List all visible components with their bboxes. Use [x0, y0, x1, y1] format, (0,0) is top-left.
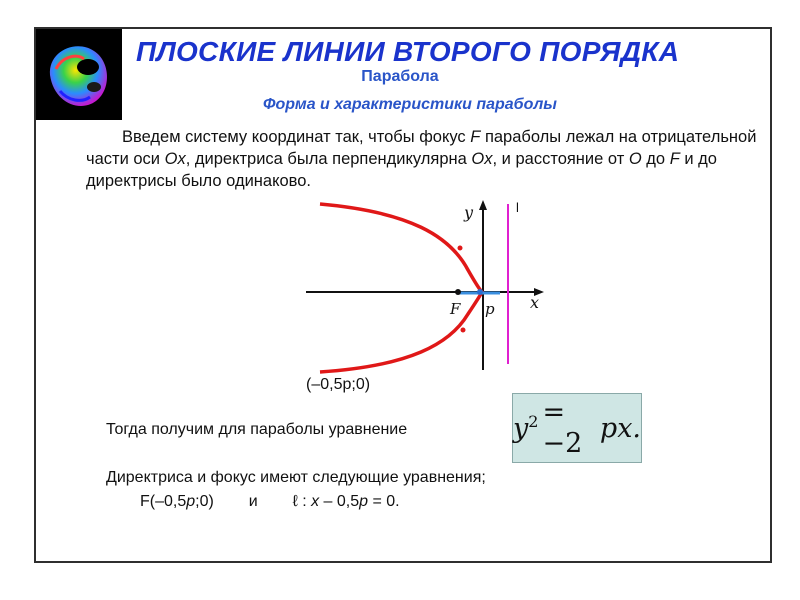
topic-heading: Форма и характеристики параболы [263, 96, 557, 113]
intro-axis-ox-2: Ox [471, 150, 493, 168]
label-p: p [485, 300, 495, 318]
intro-text-5: до [641, 150, 670, 168]
focus-formula [140, 493, 214, 510]
intro-paragraph [86, 126, 766, 192]
label-x: x [530, 293, 540, 312]
label-y: y [464, 203, 474, 222]
focus-directrix-formulas [140, 493, 400, 511]
intro-focus-F: F [470, 128, 481, 146]
colon: : [297, 493, 312, 510]
eq-px: px. [599, 412, 641, 444]
intro-text-2: параболы лежал на отрицательной части оси [86, 128, 757, 168]
intro-focus-F-2: F [669, 150, 680, 168]
eq-y: y [513, 413, 529, 444]
label-F: F [450, 300, 461, 318]
eq-lhs [513, 412, 538, 444]
parabola-diagram [290, 196, 560, 376]
dir-eq-zero: = 0. [368, 493, 400, 510]
intro-axis-ox-1: Ox [164, 150, 186, 168]
focus-coords-a: (–0,5 [149, 493, 187, 510]
intro-text-4: , и расстояние от [492, 150, 629, 168]
vertex-coordinates: (–0,5p;0) [306, 376, 371, 393]
intro-text-3: , директриса была перпендикулярна [185, 150, 472, 168]
parabola-equation-box [512, 393, 642, 463]
dir-p: p [359, 493, 369, 510]
intro-origin-O: O [628, 150, 642, 168]
page-title: ПЛОСКИЕ ЛИНИИ ВТОРОГО ПОРЯДКА [136, 36, 680, 67]
ell-symbol: ℓ [292, 493, 298, 510]
directrix-focus-text: Директриса и фокус имеют следующие уравнения; [106, 469, 486, 486]
dir-minus: – 0,5 [319, 493, 360, 510]
logo [36, 29, 122, 120]
torus-logo-icon [36, 29, 122, 120]
directrix-formula [293, 493, 400, 510]
and-word: и [248, 493, 258, 510]
focus-point [455, 289, 461, 295]
intro-text-1: Введем систему координат так, чтобы фокус [122, 128, 471, 146]
parabola-curve [320, 204, 482, 372]
label-l: l [516, 200, 519, 215]
focus-coords-b: ;0) [195, 493, 214, 510]
dir-x: x [311, 493, 320, 510]
eq-rhs: = −2 [542, 397, 583, 459]
vertex-point [477, 289, 483, 295]
equation-lead-text: Тогда получим для параболы уравнение [106, 421, 408, 438]
section-subtitle: Парабола [361, 68, 439, 85]
eq-exponent: 2 [528, 412, 539, 431]
focus-p: p [186, 493, 196, 510]
curve-point-upper [458, 246, 463, 251]
y-axis-arrow [479, 200, 487, 210]
curve-point-lower [461, 328, 466, 333]
intro-text-6: и до директрисы было одинаково. [86, 150, 717, 190]
focus-F: F [140, 493, 150, 510]
